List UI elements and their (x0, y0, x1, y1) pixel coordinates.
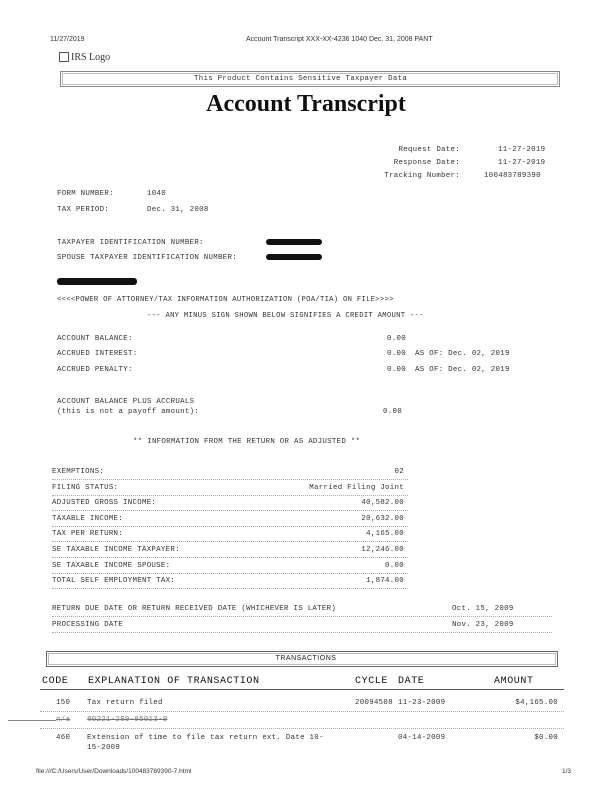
return-info-label: TOTAL SELF EMPLOYMENT TAX: (52, 577, 176, 585)
txn-0-cycle: 20094508 (355, 699, 393, 707)
accrued-penalty: 0.00 (387, 366, 406, 374)
return-info-value: Married Filing Joint (309, 484, 404, 492)
redacted-spouse-tin (266, 254, 322, 260)
return-info-label: TAX PER RETURN: (52, 530, 124, 538)
txn-1-code: n/a (56, 716, 71, 724)
txn-2-code: 460 (56, 734, 71, 742)
broken-image-icon (59, 52, 69, 62)
txn-0-date: 11-23-2009 (398, 699, 446, 707)
processing-date-label: PROCESSING DATE (52, 621, 124, 629)
form-number: 1040 (147, 190, 166, 198)
accrued-penalty-as-of: AS OF: Dec. 02, 2019 (415, 366, 510, 374)
file-path: file:///C:/Users/User/Downloads/100483789390-7.html (36, 768, 192, 775)
plus-accruals-amount: 0.00 (383, 408, 402, 416)
return-info-label: ADJUSTED GROSS INCOME: (52, 499, 157, 507)
return-info-value: 40,582.00 (361, 499, 404, 507)
txn-0-explanation: Tax return filed (87, 699, 163, 707)
return-info-notice: ** INFORMATION FROM THE RETURN OR AS ADJUSTED ** (133, 438, 361, 446)
accrued-interest-label: ACCRUED INTEREST: (57, 350, 138, 358)
accrued-interest: 0.00 (387, 350, 406, 358)
irs-logo-alt-text: IRS Logo (71, 52, 111, 63)
account-balance: 0.00 (387, 335, 406, 343)
tracking-number: 100483789390 (484, 172, 541, 180)
payoff-disclaimer: (this is not a payoff amount): (57, 408, 200, 416)
return-info-label: EXEMPTIONS: (52, 468, 105, 476)
return-due-date: Oct. 15, 2009 (452, 605, 514, 613)
return-due-label: RETURN DUE DATE OR RETURN RECEIVED DATE (WHICHEVER IS LATER) (52, 605, 337, 613)
irs-logo (59, 52, 110, 63)
spouse-tin-label: SPOUSE TAXPAYER IDENTIFICATION NUMBER: (57, 254, 237, 262)
account-balance-label: ACCOUNT BALANCE: (57, 335, 133, 343)
response-date: 11-27-2019 (498, 159, 546, 167)
return-info-label: FILING STATUS: (52, 484, 119, 492)
col-date: DATE (398, 676, 425, 687)
return-info-value: 0.00 (385, 562, 404, 570)
txn-0-amount: $4,165.00 (515, 699, 558, 707)
txn-2-amount: $0.00 (534, 734, 558, 742)
txn-2-explanation: Extension of time to file tax return ext. Date 10- (87, 734, 324, 742)
col-cycle: CYCLE (355, 676, 389, 687)
processing-date: Nov. 23, 2009 (452, 621, 514, 629)
txn-2-date: 04-14-2009 (398, 734, 446, 742)
accrued-penalty-label: ACCRUED PENALTY: (57, 366, 133, 374)
form-number-label: FORM NUMBER: (57, 190, 114, 198)
tracking-number-label: Tracking Number: (384, 172, 460, 180)
redacted-name (57, 278, 137, 285)
response-date-label: Response Date: (393, 159, 460, 167)
return-info-label: SE TAXABLE INCOME TAXPAYER: (52, 546, 180, 554)
print-date: 11/27/2019 (50, 36, 85, 43)
return-info-value: 4,165.00 (366, 530, 404, 538)
return-info-value: 12,246.00 (361, 546, 404, 554)
poa-notice: <<<<POWER OF ATTORNEY/TAX INFORMATION AUTHORIZATION (POA/TIA) ON FILE>>>> (57, 296, 394, 304)
redacted-tin (266, 239, 322, 245)
plus-accruals-label: ACCOUNT BALANCE PLUS ACCRUALS (57, 398, 195, 406)
col-code: CODE (42, 676, 69, 687)
txn-0-code: 150 (56, 699, 71, 707)
tax-period-label: TAX PERIOD: (57, 206, 110, 214)
return-info-label: TAXABLE INCOME: (52, 515, 124, 523)
return-info-value: 20,632.00 (361, 515, 404, 523)
request-date-label: Request Date: (398, 146, 460, 154)
tin-label: TAXPAYER IDENTIFICATION NUMBER: (57, 239, 204, 247)
txn-1-explanation: 80221-289-95013-9 (87, 716, 168, 724)
minus-sign-notice: --- ANY MINUS SIGN SHOWN BELOW SIGNIFIES A CREDIT AMOUNT --- (147, 312, 424, 320)
return-info-value: 02 (394, 468, 404, 476)
accrued-interest-as-of: AS OF: Dec. 02, 2019 (415, 350, 510, 358)
transactions-title: TRANSACTIONS (275, 655, 337, 662)
col-explanation: EXPLANATION OF TRANSACTION (88, 676, 260, 687)
page-title: Account Transcript (206, 91, 406, 117)
request-date: 11-27-2019 (498, 146, 546, 154)
page-number: 1/3 (562, 768, 572, 775)
print-title: Account Transcript XXX-XX-4236 1040 Dec. 31, 2008 PANT (246, 36, 433, 43)
txn-2-explanation-cont: 15-2009 (87, 744, 121, 752)
col-amount: AMOUNT (494, 676, 534, 687)
return-info-label: SE TAXABLE INCOME SPOUSE: (52, 562, 171, 570)
tax-period: Dec. 31, 2008 (147, 206, 209, 214)
return-info-value: 1,874.00 (366, 577, 404, 585)
sensitive-data-notice: This Product Contains Sensitive Taxpayer Data (194, 75, 408, 83)
